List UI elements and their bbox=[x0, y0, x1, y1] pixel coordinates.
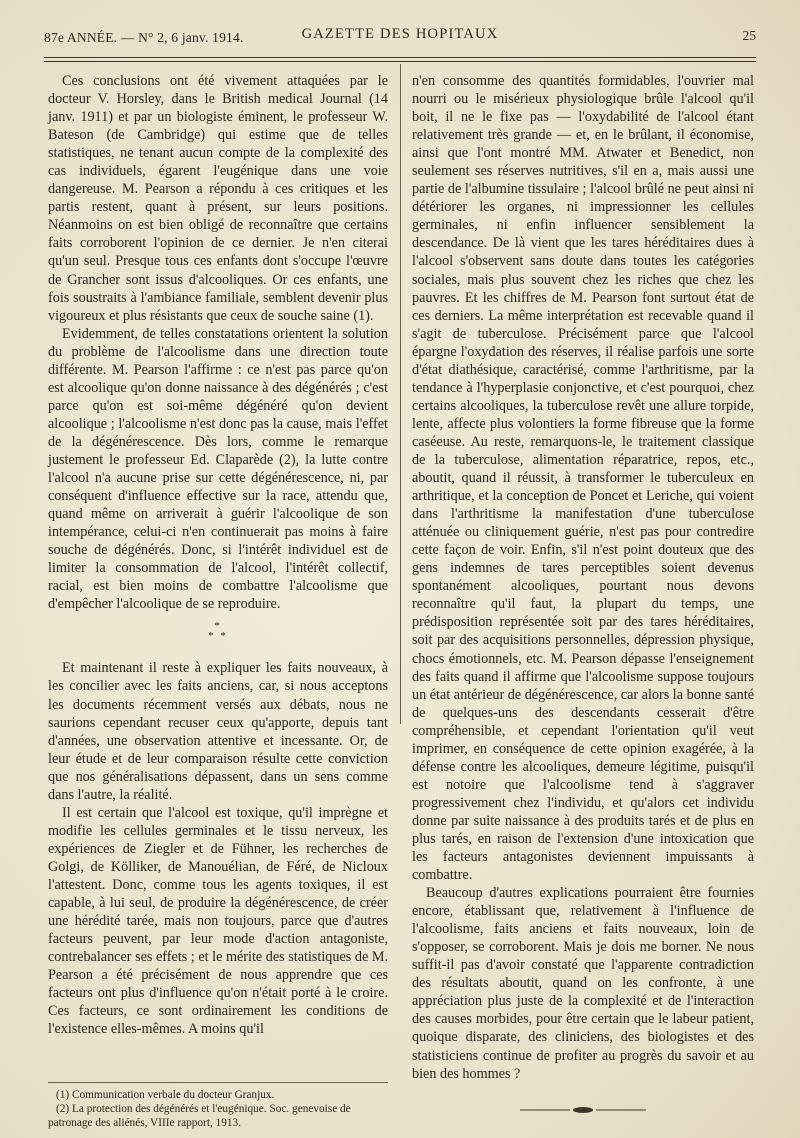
paragraph: n'en consomme des quantités formidables, l'ouvrier mal nourri ou le misérieux physiologique brûle l'alcool qu'il boit, il ne le fixe pas — l'oxydabilité de l'alcool étant relativement très grande — et, en le brûlant, il économise, ainsi que l'ont montré MM. Atwater et Benedict, non seulement ses réserves nutritives, s'il en a, mais aussi une partie de l'albumine tissulaire ; l'alcool brûlé ne peut ainsi ni détériorer les organes, ni impressionner les cellules germinales, ni enfin influencer sensiblement la descendance. De là vient que les tares héréditaires dues à l'alcool s'observent sans doute dans toutes les catégories sociales, mais plus souvent chez les riches que chez les pauvres. Et les chiffres de M. Pearson font surtout état de ces derniers. La même interprétation est recevable quand il s'agit de tuberculose. Précisément parce que l'alcool épargne l'oxydation des réserves, il réalise parfois une sorte d'état diathésique, caractérisé, comme l'arthritisme, par la tendance à l'hyperplasie conjonctive, et c'est pourquoi, chez certains alcooliques, la tuberculose revêt une allure torpide, lente, affecte plus volontiers la forme fibreuse que la forme caséeuse. Au reste, remarquons-le, le traitement classique de la tuberculose, alimentation réparatrice, repos, etc., aboutit, quand il réussit, à transformer le tuberculeux en arthritique, et la conception de Poncet et Leriche, qui voient dans l'arthritisme la manifestation d'une tuberculose atténuée ou cliniquement guérie, n'est pas pour contredire cette façon de voir. Enfin, s'il n'est point douteux que des gens indemnes de tares perceptibles soient devenus spontanément alcooliques, pourtant nous devons reconnaître qu'il faut, la plupart du temps, une prédisposition représentée soit par des tares héréditaires, soit par des acquisitions personnelles, dépression physique, chocs émotionnels, etc. M. Pearson dépasse l'enseignement des faits quand il affirme que l'alcoolisme suppose toujours un état antérieur de dégénérescence, car alors la bonne santé de quelques-uns des descendants cesserait d'être compréhensible, et cependant l'orientation qu'il veut imprimer, en conséquence de cette opinion exagérée, à la défense contre les alcooliques, demeure légitime, puisqu'il est notoire que l'alcoolisme tend à s'aggraver progressivement chez l'individu, et qu'alors cet individu donne par suite naissance à des produits tarés et de plus en plus tarés, en raison de l'extension d'une intoxication que les facteurs antagonistes deviennent impuissants à combattre. bbox=[412, 73, 754, 884]
right-column bbox=[412, 72, 754, 1115]
page-number: 25 bbox=[742, 28, 756, 43]
footnote-rule bbox=[48, 1082, 388, 1083]
footnotes bbox=[48, 1088, 388, 1130]
header-rule-thin bbox=[44, 61, 756, 62]
column-divider bbox=[400, 64, 401, 724]
paragraph: Et maintenant il reste à expliquer les faits nouveaux, à les concilier avec les faits anciens, car, si nous acceptons les documents récemment versés aux débats, nous ne saurions cependant recuser ceux qu'apporte, depuis tant d'années, une observation attentive et incessante. Or, de leur étude et de leur comparaison résulte cette conviction que nos généralisations dépassent, dans un sens comme dans l'autre, la réalité. bbox=[48, 660, 388, 803]
paragraph: Beaucoup d'autres explications pourraient être fournies encore, établissant que, relativement à l'influence de l'alcoolisme, faits anciens et faits nouveaux, loin de s'opposer, se corroborent. Mais je dois me borner. Ne nous suffit-il pas d'avoir constaté que l'apparente contradiction des résultats aboutit, quand on les confronte, à une appréciation plus juste de la complexité et de l'interaction des causes morbides, pour être certain que le labeur patient, quoique disparate, des cliniciens, des biologistes et des statisticiens continue de profiter au progrès du savoir et au bien des hommes ? bbox=[412, 885, 754, 1082]
journal-title: GAZETTE DES HOPITAUX bbox=[301, 26, 499, 42]
issue-info: 87e ANNÉE. — N° 2, 6 janv. 1914. bbox=[44, 30, 244, 45]
paragraph: Il est certain que l'alcool est toxique, qu'il imprègne et modifie les cellules germinales et le tissu nerveux, les expériences de Ziegler et de Fühner, les recherches de Golgi, de Kölliker, de Manouélian, de Féré, de Nicloux l'attestent. Donc, comme tous les agents toxiques, il est capable, à lui seul, de produire la dégénérescence, de créer une hérédité tarée, mais non toujours, parce que d'autres facteurs peuvent, par leur mode d'action antagoniste, contrebalancer ses effets ; et le mérite des statistiques de M. Pearson a été précisément de nous apprendre que ces facteurs ont plus d'influence qu'on n'était porté à le croire. Ces facteurs, ce sont ordinairement les conditions de l'existence elles-mêmes. A moins qu'il bbox=[48, 804, 388, 1038]
section-separator-stars: * * * bbox=[208, 620, 228, 643]
header-rule-thick bbox=[44, 57, 756, 58]
end-ornament bbox=[518, 1105, 648, 1115]
left-column bbox=[48, 72, 388, 1038]
paragraph: Ces conclusions ont été vivement attaquées par le docteur V. Horsley, dans le British medical Journal (14 janv. 1911) et par un biologiste éminent, le professeur W. Bateson (de Cambridge) qui estime que de telles statistiques, ne tenant aucun compte de la complexité des cas individuels, égarent l'eugénique dans une voie dangereuse. M. Pearson a répondu à ces critiques et les partis restent, quant à présent, sur leurs positions. Néanmoins on est bien obligé de reconnaître que certains faits corroborent l'opinion de ce dernier. Je n'en citerai qu'un seul. Presque tous ces enfants dont s'occupe l'œuvre de Grancher sont issus d'alcooliques. Or ces enfants, une fois soustraits à l'ambiance familiale, semblent devenir plus vigoureux et plus résistants que ceux de souche saine (1). bbox=[48, 73, 388, 324]
footnote: (1) Communication verbale du docteur Granjux. bbox=[56, 1089, 275, 1101]
footnote: (2) La protection des dégénérés et l'eugénique. Soc. genevoise de patronage des aliénés, VIIIe rapport, 1913. bbox=[48, 1103, 351, 1129]
paragraph: Evidemment, de telles constatations orientent la solution du problème de l'alcoolisme dans une direction toute différente. M. Pearson l'affirme : ce n'est pas parce qu'on est alcoolique qu'on donne naissance à des dégénérés ; c'est parce qu'on est soi-même dégénéré qu'on devient alcoolique ; l'alcoolisme n'est donc pas la cause, mais l'effet de la dégénérescence. Dès lors, comme le remarque justement le professeur Ed. Claparède (2), la lutte contre l'alcool n'a aucune prise sur cette dégénérescence, ni, par conséquent d'influence effective sur la race, attendu que, quand même on arriverait à guérir l'alcoolique de son intempérance, celui-ci n'en continuerait pas moins à faire souche de dégénérés. Donc, si l'intérêt individuel est de limiter la consommation de l'alcool, l'intérêt collectif, racial, est bien moins de combattre l'alcoolisme que d'empêcher l'alcoolique de se reproduire. bbox=[48, 325, 388, 613]
page-header bbox=[44, 24, 756, 54]
